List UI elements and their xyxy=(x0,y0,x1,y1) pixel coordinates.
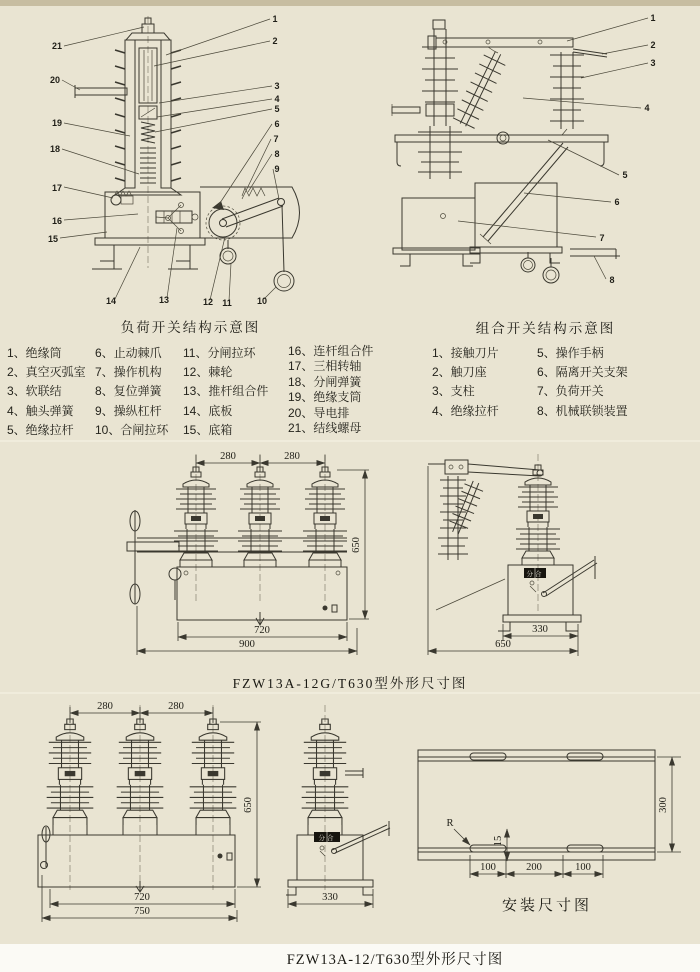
legend-item: 16、连杆组合件 xyxy=(288,344,374,358)
fig1-caption: 负荷开关结构示意图 xyxy=(120,320,261,335)
mode-indicator: 分合 xyxy=(526,571,544,578)
legend-item: 20、导电排 xyxy=(288,405,350,420)
fig4-caption: FZW13A-12/T630型外形尺寸图 xyxy=(286,952,504,968)
callout-3: 3 xyxy=(274,81,280,91)
bushing-skirts xyxy=(53,825,230,835)
operating-lever xyxy=(542,556,598,597)
legend-item: 14、底板 xyxy=(183,403,233,418)
overall-width-dim xyxy=(137,606,357,655)
offset-dim xyxy=(493,829,507,861)
dim-280-right: 280 xyxy=(168,701,184,712)
height-dim xyxy=(337,470,369,619)
callout-18: 18 xyxy=(49,144,61,154)
legend-item: 15、底箱 xyxy=(183,422,233,437)
legend-item: 1、绝缘筒 xyxy=(7,346,62,360)
dim-750: 750 xyxy=(134,906,150,917)
dim-330: 330 xyxy=(322,892,338,903)
callout-12: 12 xyxy=(202,297,214,307)
dim-720: 720 xyxy=(254,625,270,636)
legend-item: 5、绝缘拉杆 xyxy=(7,422,74,437)
legend1-col3 xyxy=(183,344,268,440)
legend-item: 1、接触刀片 xyxy=(432,346,499,360)
legend-item: 12、棘轮 xyxy=(183,365,233,380)
legend-item: 6、隔离开关支架 xyxy=(537,365,628,380)
right-insulator xyxy=(550,52,584,135)
conductive-bar xyxy=(75,85,127,98)
top-bracket xyxy=(428,460,543,476)
mechanism-box xyxy=(297,832,363,880)
mounting-slots xyxy=(470,753,603,852)
install-view xyxy=(418,750,681,914)
legend-item: 10、合闸拉环 xyxy=(95,422,169,437)
callout-2: 2 xyxy=(650,40,656,50)
bottom-dims xyxy=(470,855,603,878)
callout-5: 5 xyxy=(274,104,280,114)
callout-2: 2 xyxy=(272,36,278,46)
legend-item: 5、操作手柄 xyxy=(537,346,604,360)
legend1-col2 xyxy=(95,344,168,440)
dim-650: 650 xyxy=(243,797,254,813)
legend-item: 9、操纵杠杆 xyxy=(95,403,162,418)
legend-item: 18、分闸弹簧 xyxy=(288,374,362,389)
callout-numbers xyxy=(48,14,280,308)
fig2-caption: 组合开关结构示意图 xyxy=(475,321,616,336)
callout-3: 3 xyxy=(650,58,656,68)
side-terminal xyxy=(345,768,363,778)
side-base-dim xyxy=(288,889,373,908)
callout-19: 19 xyxy=(51,118,63,128)
callout-13: 13 xyxy=(158,295,170,305)
legend-item: 7、操作机构 xyxy=(95,365,162,380)
tank-box xyxy=(177,567,347,625)
base-plate xyxy=(92,238,205,269)
legend2-col2 xyxy=(537,344,628,421)
fig1-load-switch-drawing xyxy=(18,6,328,312)
base-width-dim xyxy=(178,622,347,641)
callout-16: 16 xyxy=(51,216,63,226)
pull-ring-assembly xyxy=(127,510,181,604)
legend-item: 3、软联结 xyxy=(7,384,62,399)
dim-280-right: 280 xyxy=(284,451,300,462)
fig3-outline-dimension-drawing xyxy=(0,442,700,675)
mode-indicator: 分合 xyxy=(318,835,336,842)
legend1-col1 xyxy=(7,344,86,440)
callout-numbers xyxy=(599,13,655,285)
legend-item: 2、触刀座 xyxy=(432,365,487,380)
mounting-frame xyxy=(418,750,655,860)
height-dim xyxy=(657,757,681,852)
insulating-rod xyxy=(140,148,156,183)
front-view xyxy=(38,701,261,922)
dim-330: 330 xyxy=(532,624,548,635)
operating-lever xyxy=(222,188,285,227)
side-view xyxy=(286,705,390,908)
callout-17: 17 xyxy=(51,183,63,193)
callout-20: 20 xyxy=(49,75,61,85)
fig3-caption: FZW13A-12G/T630型外形尺寸图 xyxy=(232,676,468,691)
radius-callout xyxy=(446,818,470,845)
phase-spacing-dims xyxy=(70,701,213,723)
tank-box xyxy=(38,826,235,892)
pull-rings xyxy=(521,252,559,283)
legend-item: 13、推杆组合件 xyxy=(183,384,269,399)
callout-1: 1 xyxy=(272,14,278,24)
side-base-dim xyxy=(503,624,578,640)
mechanism-box xyxy=(436,565,573,615)
dim-300: 300 xyxy=(658,797,669,813)
legend-item: 19、绝缘支筒 xyxy=(288,390,362,405)
callout-6: 6 xyxy=(614,197,620,207)
fig4-outline-dimension-drawing xyxy=(0,695,700,944)
height-dim xyxy=(220,722,261,887)
legend2-col1 xyxy=(432,344,499,421)
legend-item: 3、支柱 xyxy=(432,384,475,399)
callout-6: 6 xyxy=(274,119,280,129)
dim-280-left: 280 xyxy=(97,701,113,712)
front-view xyxy=(127,451,369,655)
diagonal-insulator xyxy=(452,47,509,130)
callout-4: 4 xyxy=(644,103,650,113)
callout-1: 1 xyxy=(650,13,656,23)
mounting-rails xyxy=(418,757,655,852)
dim-650-side: 650 xyxy=(495,639,511,650)
dim-100-right: 100 xyxy=(575,862,591,873)
callout-5: 5 xyxy=(622,170,628,180)
dim-200: 200 xyxy=(526,862,542,873)
ratchet-gear xyxy=(206,201,240,240)
pull-rings xyxy=(220,205,294,291)
section-divider-2 xyxy=(0,692,700,694)
dim-280-left: 280 xyxy=(220,451,236,462)
callout-8: 8 xyxy=(274,149,280,159)
dim-15: 15 xyxy=(493,835,504,847)
operating-lever xyxy=(332,821,391,854)
callout-14: 14 xyxy=(105,296,117,306)
callout-11: 11 xyxy=(222,298,232,308)
legend-item: 8、机械联锁装置 xyxy=(537,403,628,418)
callout-9: 9 xyxy=(274,164,280,174)
legend-item: 8、复位弹簧 xyxy=(95,384,162,399)
callout-7: 7 xyxy=(599,233,605,243)
switch-boxes xyxy=(393,183,562,266)
dim-100-left: 100 xyxy=(480,862,496,873)
callout-21: 21 xyxy=(51,41,63,51)
legend-item: 17、三相转轴 xyxy=(288,359,362,374)
callout-10: 10 xyxy=(256,296,268,306)
install-caption: 安装尺寸图 xyxy=(501,898,593,914)
top-contact-arm xyxy=(428,20,607,57)
side-view xyxy=(428,454,597,656)
legend-item: 21、结线螺母 xyxy=(288,421,362,436)
phase-spacing-dims xyxy=(196,451,325,472)
callout-8: 8 xyxy=(609,275,615,285)
callout-15: 15 xyxy=(47,234,59,244)
dim-900: 900 xyxy=(239,639,255,650)
callout-7: 7 xyxy=(273,134,279,144)
legend1-col4 xyxy=(288,344,373,436)
callout-4: 4 xyxy=(274,94,280,104)
dim-720: 720 xyxy=(134,892,150,903)
dim-650: 650 xyxy=(351,537,362,553)
left-insulator xyxy=(392,29,462,179)
leader-lines xyxy=(60,19,279,301)
legend-item: 11、分闸拉环 xyxy=(183,346,256,360)
legend-item: 7、负荷开关 xyxy=(537,384,604,399)
fig2-combination-switch-drawing xyxy=(358,6,698,306)
legend-item: 6、止动棘爪 xyxy=(95,346,162,360)
legend-item: 2、真空灭弧室 xyxy=(7,365,86,380)
legend-item: 4、触头弹簧 xyxy=(7,403,74,418)
legend-item: 4、绝缘拉杆 xyxy=(432,403,499,418)
mounting-platform xyxy=(395,132,608,166)
label-R: R xyxy=(446,818,454,829)
